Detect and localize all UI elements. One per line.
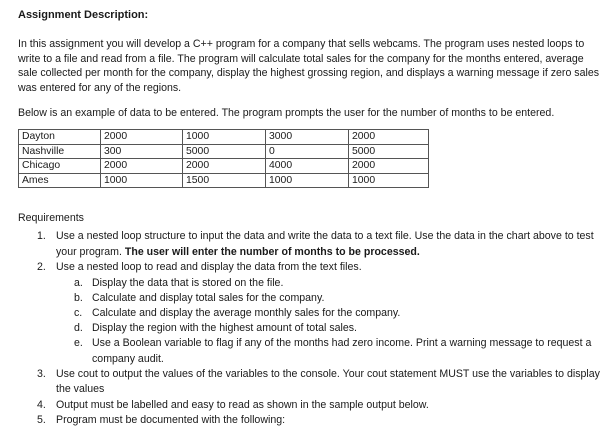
table-row (19, 159, 429, 174)
example-paragraph: Below is an example of data to be entered. The program prompts the user for the number of months to be entered. (18, 107, 555, 119)
table-cell: 5000 (183, 144, 266, 159)
requirements-list (18, 229, 603, 429)
list-number: 5. (37, 414, 46, 427)
sub-list-text: Display the region with the highest amount of total sales. (92, 322, 357, 335)
table-row (19, 130, 429, 145)
sub-list-letter: e. (74, 337, 83, 350)
sub-list-letter: d. (74, 322, 83, 335)
sub-list (56, 276, 603, 367)
list-item (18, 260, 603, 367)
table-cell: 2000 (349, 159, 429, 174)
sub-list-letter: a. (74, 276, 83, 289)
list-number: 4. (37, 398, 46, 411)
list-item-text: Use a nested loop to read and display the data from the text files. (56, 261, 362, 273)
sub-list-item (56, 306, 603, 321)
table-cell: 0 (266, 144, 349, 159)
sub-list-item (56, 276, 603, 291)
list-number: 3. (37, 367, 46, 380)
table-cell: 2000 (349, 130, 429, 145)
sub-list-text: Display the data that is stored on the file. (92, 276, 284, 289)
table-cell: 1000 (101, 173, 183, 188)
table-cell: 3000 (266, 130, 349, 145)
sub-list-item (56, 291, 603, 306)
sub-list-letter: b. (74, 291, 83, 304)
sub-list-item (56, 336, 603, 366)
table-cell: Ames (19, 173, 101, 188)
assignment-title: Assignment Description: (18, 9, 149, 21)
intro-paragraph: In this assignment you will develop a C++ program for a company that sells webcams. The program uses nested loops to write to a file and read from a file. The program will calculate total sales for the company for the months entered, average sale collected per month for the company, display the highest grossing region, and displays a warning message if zero sales was entered for any of the regions. (18, 38, 600, 94)
sub-list-text: Calculate and display the average monthly sales for the company. (92, 306, 401, 319)
table-row (19, 173, 429, 188)
table-cell: 5000 (349, 144, 429, 159)
list-item-text: Use cout to output the values of the variables to the console. Your cout statement MUST use the variables to display the values (56, 367, 600, 396)
table-cell: 2000 (101, 159, 183, 174)
list-number: 2. (37, 261, 46, 273)
table-cell: 1000 (349, 173, 429, 188)
sub-list-item (56, 321, 603, 336)
list-item-text: Output must be labelled and easy to read as shown in the sample output below. (56, 398, 429, 411)
table-cell: Chicago (19, 159, 101, 174)
table-cell: Dayton (19, 130, 101, 145)
table-row (19, 144, 429, 159)
table-cell: 1000 (266, 173, 349, 188)
list-item-text: Use a nested loop structure to input the data and write the data to a text file. Use the data in the chart above to test your program. (56, 230, 594, 258)
table-cell: 1500 (183, 173, 266, 188)
list-item (18, 398, 603, 414)
table-cell: 1000 (183, 130, 266, 145)
table-cell: 300 (101, 144, 183, 159)
sub-list-text: Use a Boolean variable to flag if any of the months had zero income. Print a warning message to request a company audit. (92, 337, 592, 365)
table-cell: Nashville (19, 144, 101, 159)
sales-data-table (18, 129, 429, 188)
list-item-bold-text: The user will enter the number of months to be processed. (124, 245, 420, 258)
table-cell: 2000 (101, 130, 183, 145)
list-number: 1. (37, 230, 46, 242)
list-item-text: Program must be documented with the following: (56, 414, 286, 427)
requirements-heading: Requirements (18, 212, 84, 224)
table-cell: 4000 (266, 159, 349, 174)
sub-list-letter: c. (74, 306, 83, 319)
list-item (18, 413, 603, 429)
table-cell: 2000 (183, 159, 266, 174)
sub-list-text: Calculate and display total sales for the company. (92, 291, 325, 304)
list-item (18, 367, 603, 398)
list-item (18, 229, 603, 260)
